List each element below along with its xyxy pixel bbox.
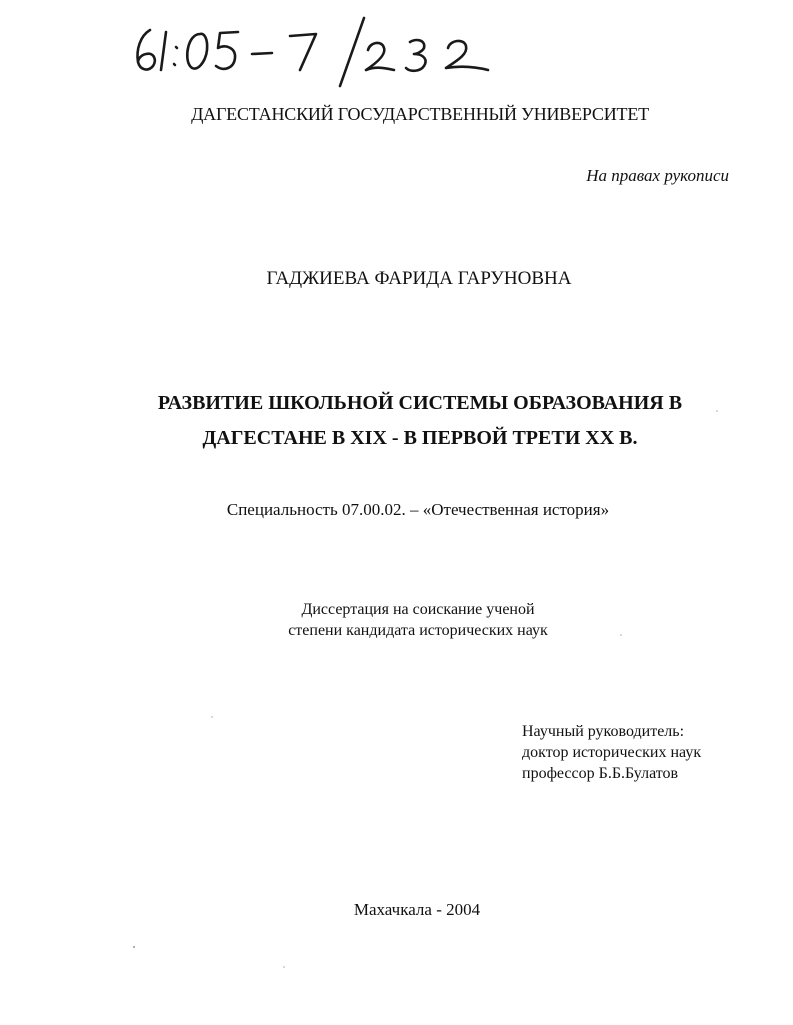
manuscript-rights-note: На правах рукописи	[586, 166, 729, 185]
city-year: Махачкала - 2004	[353, 900, 481, 919]
scan-speck	[133, 946, 135, 948]
supervisor-degree: доктор исторических наук	[522, 744, 702, 761]
supervisor-block	[522, 721, 701, 784]
handwritten-catalog-number	[128, 14, 508, 88]
scan-speck	[620, 634, 622, 636]
dissertation-purpose-line-2: степени кандидата исторических наук	[288, 622, 548, 639]
university-name: ДАГЕСТАНСКИЙ ГОСУДАРСТВЕННЫЙ УНИВЕРСИТЕТ	[191, 104, 649, 124]
supervisor-name: профессор Б.Б.Булатов	[522, 765, 679, 782]
supervisor-label: Научный руководитель:	[522, 723, 685, 740]
scan-speck	[283, 966, 285, 968]
dissertation-title-line-1: РАЗВИТИЕ ШКОЛЬНОЙ СИСТЕМЫ ОБРАЗОВАНИЯ В	[157, 392, 683, 414]
dissertation-purpose-line-1: Диссертация на соискание ученой	[301, 601, 535, 618]
author-name: ГАДЖИЕВА ФАРИДА ГАРУНОВНА	[266, 268, 572, 289]
scan-speck	[211, 716, 213, 718]
scan-speck	[716, 410, 718, 412]
specialty-line: Специальность 07.00.02. – «Отечественная история»	[226, 500, 610, 519]
dissertation-title-line-2: ДАГЕСТАНЕ В XIX - В ПЕРВОЙ ТРЕТИ XX В.	[202, 427, 638, 449]
